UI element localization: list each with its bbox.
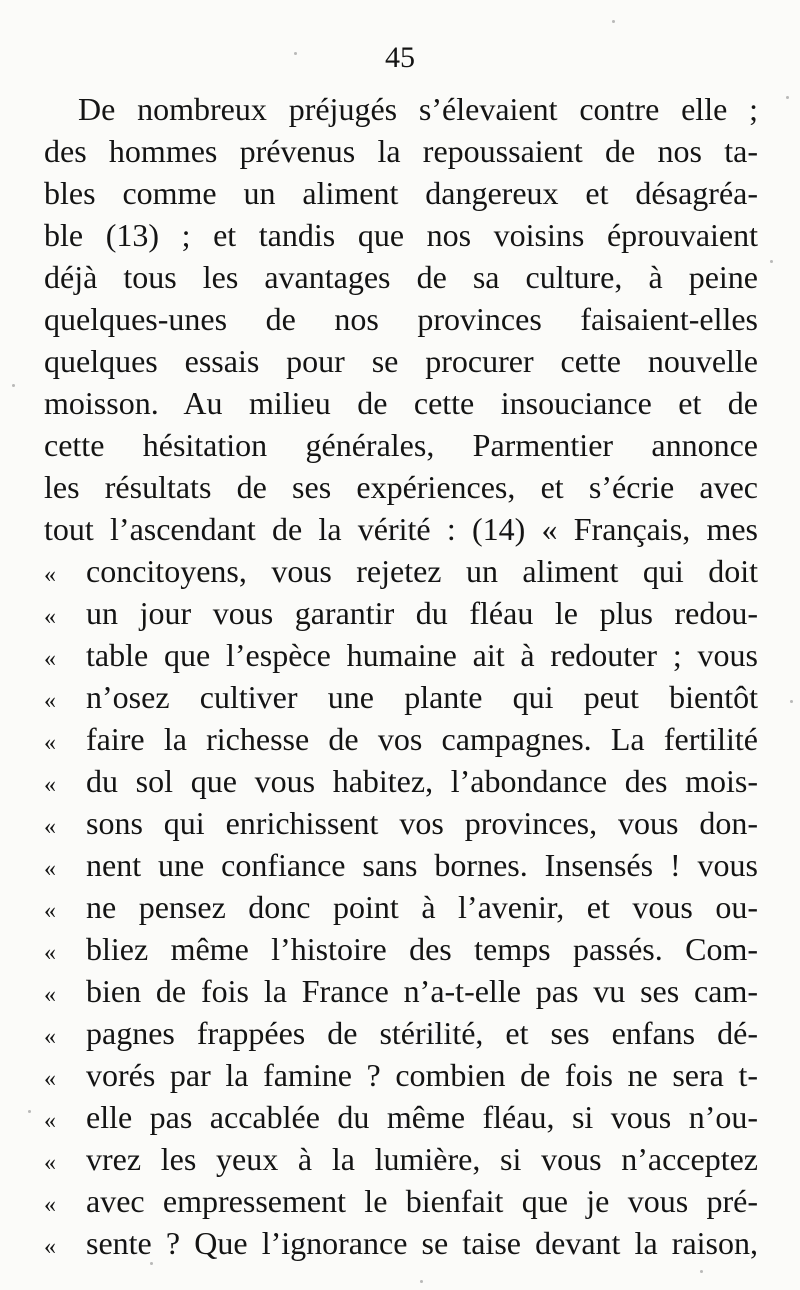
paper-speck xyxy=(150,1262,153,1265)
guillemet-mark: « xyxy=(44,1108,56,1134)
paragraph-first-line: De nombreux préjugés s’élevaient contre elle ; xyxy=(78,91,758,127)
quoted-text-line xyxy=(44,676,758,718)
guillemet-mark: « xyxy=(44,730,56,756)
paper-speck xyxy=(294,52,297,55)
text-line: cette hésitation générales, Parmentier annonce xyxy=(44,427,758,463)
line-text: elle pas accablée du même fléau, si vous n’ou- xyxy=(86,1099,758,1135)
guillemet-mark: « xyxy=(44,856,56,882)
quoted-text-line xyxy=(44,844,758,886)
guillemet-mark: « xyxy=(44,1024,56,1050)
line-text: pagnes frappées de stérilité, et ses enfans dé- xyxy=(86,1015,758,1051)
guillemet-mark: « xyxy=(44,1234,56,1260)
line-text: nent une confiance sans bornes. Insensés ! vous xyxy=(86,847,758,883)
text-line: bles comme un aliment dangereux et désagréa- xyxy=(44,175,758,211)
quoted-text-line xyxy=(44,1222,758,1264)
paper-speck xyxy=(28,1110,31,1113)
quoted-text-line xyxy=(44,928,758,970)
quoted-text-line xyxy=(44,1138,758,1180)
guillemet-mark: « xyxy=(44,898,56,924)
text-line: ble (13) ; et tandis que nos voisins éprouvaient xyxy=(44,217,758,253)
paper-speck xyxy=(786,96,789,99)
text-line: quelques essais pour se procurer cette nouvelle xyxy=(44,343,758,379)
paper-speck xyxy=(420,1280,423,1283)
line-text: ne pensez donc point à l’avenir, et vous ou- xyxy=(86,889,758,925)
paper-speck xyxy=(700,1270,703,1273)
guillemet-mark: « xyxy=(44,646,56,672)
guillemet-mark: « xyxy=(44,1150,56,1176)
guillemet-mark: « xyxy=(44,688,56,714)
line-text: faire la richesse de vos campagnes. La fertilité xyxy=(86,721,758,757)
quoted-text-line xyxy=(44,1054,758,1096)
paper-speck xyxy=(770,260,773,263)
text-line: déjà tous les avantages de sa culture, à peine xyxy=(44,259,758,295)
guillemet-mark: « xyxy=(44,814,56,840)
line-text: n’osez cultiver une plante qui peut bientôt xyxy=(86,679,758,715)
guillemet-mark: « xyxy=(44,1066,56,1092)
line-text: sente ? Que l’ignorance se taise devant la raison, xyxy=(86,1225,758,1261)
guillemet-mark: « xyxy=(44,982,56,1008)
quoted-text-line xyxy=(44,886,758,928)
line-text: vorés par la famine ? combien de fois ne sera t- xyxy=(86,1057,758,1093)
guillemet-mark: « xyxy=(44,940,56,966)
text-line: les résultats de ses expériences, et s’écrie avec xyxy=(44,469,758,505)
text-line: tout l’ascendant de la vérité : (14) « Français, mes xyxy=(44,511,758,547)
quoted-text-line xyxy=(44,718,758,760)
text-line: moisson. Au milieu de cette insouciance et de xyxy=(44,385,758,421)
guillemet-mark: « xyxy=(44,772,56,798)
paper-speck xyxy=(790,700,793,703)
guillemet-mark: « xyxy=(44,1192,56,1218)
quoted-text-line xyxy=(44,1096,758,1138)
line-text: avec empressement le bienfait que je vous pré- xyxy=(86,1183,758,1219)
guillemet-mark: « xyxy=(44,604,56,630)
quoted-text-line xyxy=(44,970,758,1012)
line-text: vrez les yeux à la lumière, si vous n’acceptez xyxy=(86,1141,758,1177)
line-text: concitoyens, vous rejetez un aliment qui doit xyxy=(86,553,758,589)
line-text: bliez même l’histoire des temps passés. Com- xyxy=(86,931,758,967)
text-line: quelques-unes de nos provinces faisaient-elles xyxy=(44,301,758,337)
paper-speck xyxy=(612,20,615,23)
quoted-text-line xyxy=(44,1180,758,1222)
quoted-text-line xyxy=(44,760,758,802)
paper-speck xyxy=(12,384,15,387)
quoted-text-line xyxy=(44,634,758,676)
body-text xyxy=(44,88,758,1264)
guillemet-mark: « xyxy=(44,562,56,588)
page-number: 45 xyxy=(385,41,415,74)
line-text: du sol que vous habitez, l’abondance des mois- xyxy=(86,763,758,799)
line-text: bien de fois la France n’a-t-elle pas vu ses cam- xyxy=(86,973,758,1009)
line-text: table que l’espèce humaine ait à redouter ; vous xyxy=(86,637,758,673)
line-text: sons qui enrichissent vos provinces, vous don- xyxy=(86,805,758,841)
text-line: des hommes prévenus la repoussaient de nos ta- xyxy=(44,133,758,169)
quoted-text-line xyxy=(44,802,758,844)
line-text: un jour vous garantir du fléau le plus redou- xyxy=(86,595,758,631)
quoted-text-line xyxy=(44,1012,758,1054)
quoted-text-line xyxy=(44,550,758,592)
quoted-text-line xyxy=(44,592,758,634)
